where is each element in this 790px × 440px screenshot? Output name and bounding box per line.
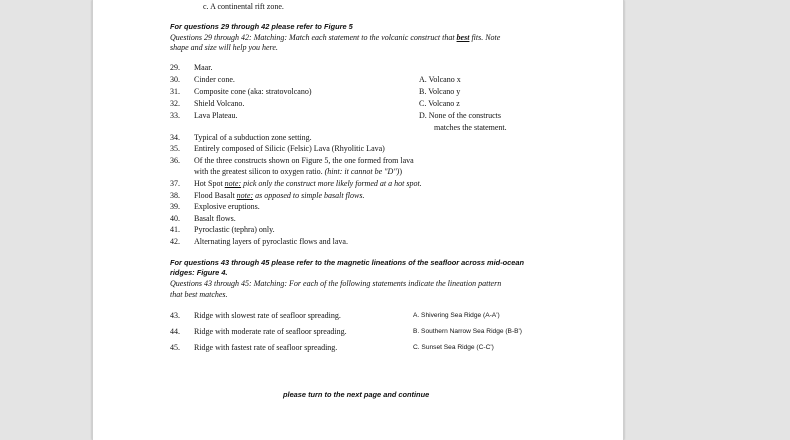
page-footer-note: please turn to the next page and continue: [283, 390, 430, 399]
list-item: 31. Composite cone (aka: stratovolcano): [170, 87, 312, 96]
list-item: 41. Pyroclastic (tephra) only.: [170, 225, 275, 234]
option-d-continued: matches the statement.: [434, 123, 507, 132]
section1-heading: For questions 29 through 42 please refer to Figure 5: [170, 22, 353, 31]
section1-instructions-line2: shape and size will help you here.: [170, 43, 278, 52]
list-item: 32. Shield Volcano.: [170, 99, 245, 108]
list-item: 45. Ridge with fastest rate of seafloor spreading.: [170, 343, 338, 352]
list-item: 38. Flood Basalt note: as opposed to simple basalt flows.: [170, 191, 365, 200]
option-southern-narrow-sea: B. Southern Narrow Sea Ridge (B-B'): [413, 328, 523, 335]
list-item: 42. Alternating layers of pyroclastic flows and lava.: [170, 237, 348, 246]
section2-heading-line2: ridges: Figure 4.: [170, 268, 228, 277]
option-b: B. Volcano y: [419, 87, 461, 96]
option-c: C. Volcano z: [419, 99, 460, 108]
list-item: 29. Maar.: [170, 63, 213, 72]
section2-instructions-line2: that best matches.: [170, 290, 228, 299]
section2-instructions: Questions 43 through 45: Matching: For each of the following statements indicate the lineation pattern: [170, 279, 502, 288]
list-item: 33. Lava Plateau.: [170, 111, 238, 120]
list-item: 39. Explosive eruptions.: [170, 202, 260, 211]
option-shivering-sea: A. Shivering Sea Ridge (A-A'): [413, 312, 500, 319]
list-item: 44. Ridge with moderate rate of seafloor spreading.: [170, 327, 347, 336]
option-d: D. None of the constructs: [419, 111, 501, 120]
top-option-line: c. A continental rift zone.: [203, 2, 284, 11]
option-a: A. Volcano x: [419, 75, 461, 84]
section1-instructions: Questions 29 through 42: Matching: Match each statement to the volcanic construct that best fits. Note: [170, 33, 501, 42]
list-item: 35. Entirely composed of Silicic (Felsic) Lava (Rhyolitic Lava): [170, 144, 385, 153]
section2-heading: For questions 43 through 45 please refer to the magnetic lineations of the seafloor across mid-ocean: [170, 258, 525, 267]
list-item: 43. Ridge with slowest rate of seafloor spreading.: [170, 311, 341, 320]
list-item: 34. Typical of a subduction zone setting.: [170, 133, 312, 142]
list-item: 37. Hot Spot note: pick only the construct more likely formed at a hot spot.: [170, 179, 422, 188]
list-item-continued: with the greatest silicon to oxygen ratio. (hint: it cannot be "D")): [194, 167, 403, 176]
list-item: 40. Basalt flows.: [170, 214, 236, 223]
best-emphasis: best: [456, 33, 470, 42]
option-sunset-sea: C. Sunset Sea Ridge (C-C'): [413, 344, 494, 351]
document-page: [92, 0, 624, 440]
list-item: 30. Cinder cone.: [170, 75, 235, 84]
list-item: 36. Of the three constructs shown on Figure 5, the one formed from lava: [170, 156, 414, 165]
